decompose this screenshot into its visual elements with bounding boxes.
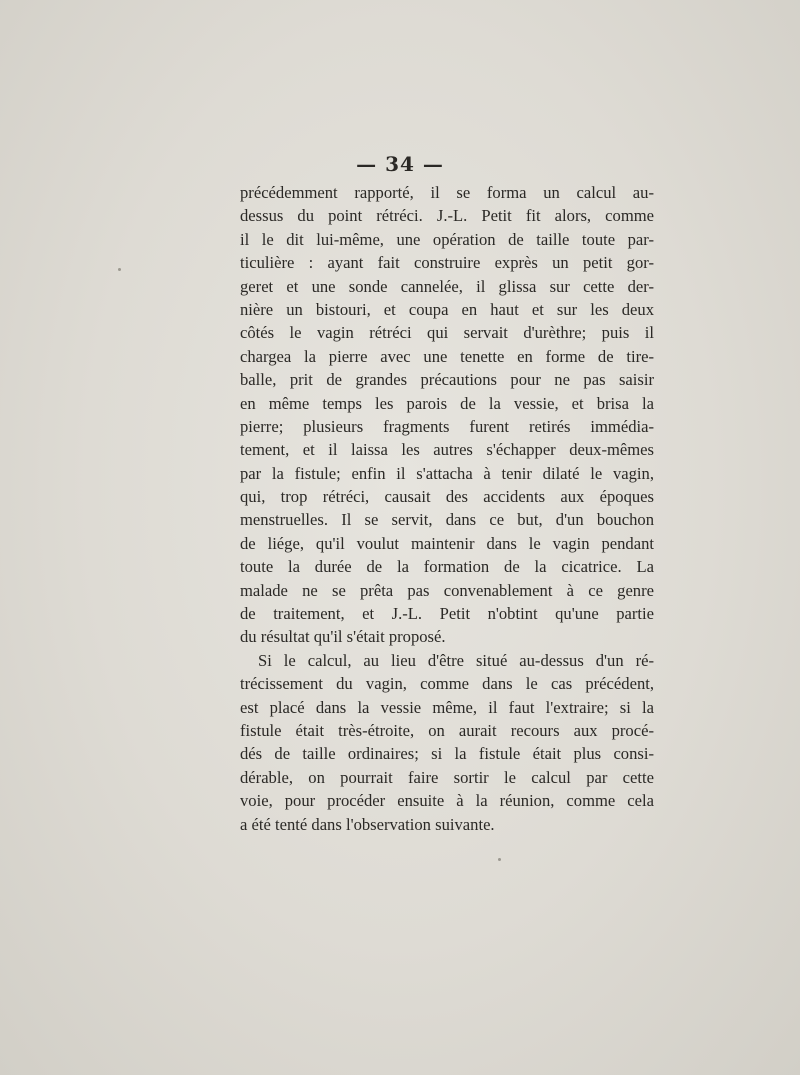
text-line: côtés le vagin rétréci qui servait d'urèthre; puis il [240, 323, 654, 343]
text-line: chargea la pierre avec une tenette en forme de tire- [240, 346, 654, 366]
text-line: dérable, on pourrait faire sortir le calcul par cette [240, 767, 654, 787]
text-line: ticulière : ayant fait construire exprès un petit gor- [240, 253, 654, 273]
text-line: qui, trop rétréci, causait des accidents aux époques [240, 487, 654, 507]
text-line: a été tenté dans l'observation suivante. [240, 814, 495, 834]
text-line: du résultat qu'il s'était proposé. [240, 627, 446, 647]
text-line: tement, et il laissa les autres s'échapper deux-mêmes [240, 440, 654, 460]
text-line: balle, prit de grandes précautions pour ne pas saisir [240, 370, 654, 390]
text-line: menstruelles. Il se servit, dans ce but, d'un bouchon [240, 510, 654, 530]
text-line: geret et une sonde cannelée, il glissa sur cette der- [240, 276, 654, 296]
text-line: toute la durée de la formation de la cicatrice. La [240, 557, 654, 577]
text-line: Si le calcul, au lieu d'être situé au-dessus d'un ré- [258, 650, 654, 670]
paper-speck [498, 858, 501, 861]
text-line: nière un bistouri, et coupa en haut et sur les deux [240, 299, 654, 319]
text-line: par la fistule; enfin il s'attacha à tenir dilaté le vagin, [240, 463, 654, 483]
text-line: pierre; plusieurs fragments furent retirés immédia- [240, 416, 654, 436]
paper-speck [118, 268, 121, 271]
text-line: de traitement, et J.-L. Petit n'obtint qu'une partie [240, 604, 654, 624]
text-line: trécissement du vagin, comme dans le cas précédent, [240, 674, 654, 694]
text-line: dés de taille ordinaires; si la fistule était plus consi- [240, 744, 654, 764]
text-line: il le dit lui-même, une opération de taille toute par- [240, 229, 654, 249]
body-text [240, 181, 654, 836]
text-line: de liége, qu'il voulut maintenir dans le vagin pendant [240, 533, 654, 553]
text-line: dessus du point rétréci. J.-L. Petit fit alors, comme [240, 206, 654, 226]
text-line: en même temps les parois de la vessie, et brisa la [240, 393, 654, 413]
text-line: fistule était très-étroite, on aurait recours aux procé- [240, 720, 654, 740]
text-line: voie, pour procéder ensuite à la réunion, comme cela [240, 791, 654, 811]
text-line: est placé dans la vessie même, il faut l'extraire; si la [240, 697, 654, 717]
text-line: précédemment rapporté, il se forma un calcul au- [240, 183, 654, 202]
text-line: malade ne se prêta pas convenablement à ce genre [240, 580, 654, 600]
page-number: — 34 — [356, 152, 444, 176]
